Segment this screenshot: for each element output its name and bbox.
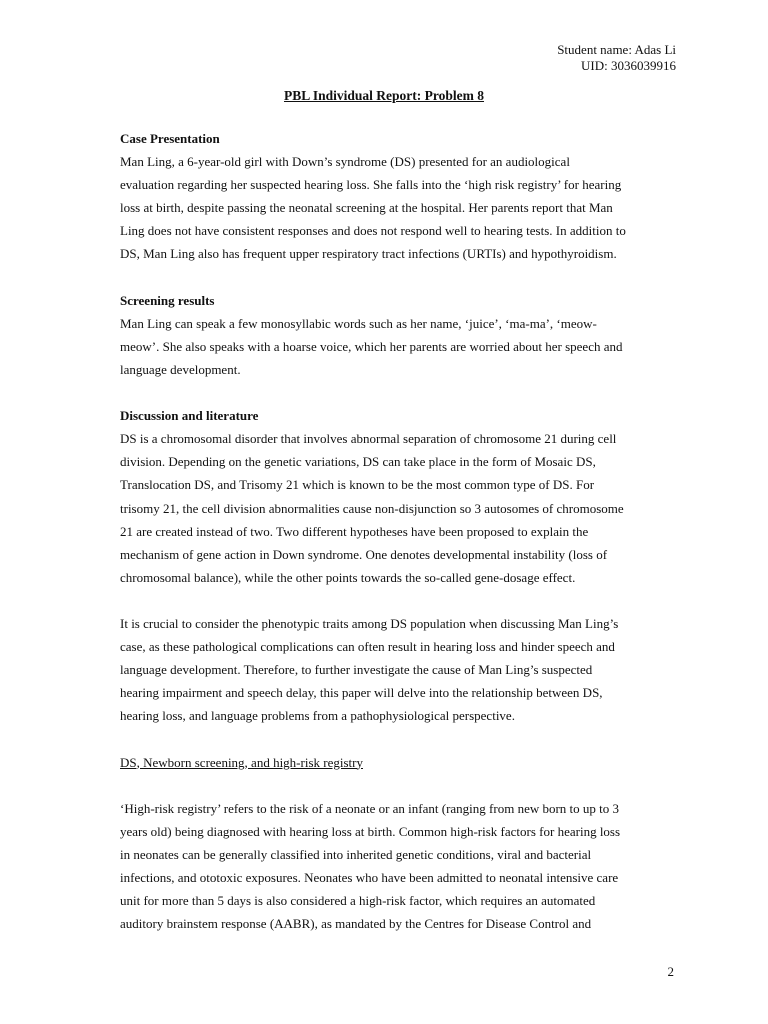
body-line: infections, and ototoxic exposures. Neonates who have been admitted to neonatal intensive care	[120, 870, 619, 885]
body-line: auditory brainstem response (AABR), as mandated by the Centres for Disease Control and	[120, 916, 592, 932]
body-line: Man Ling, a 6-year-old girl with Down’s syndrome (DS) presented for an audiological	[120, 154, 570, 170]
section-heading-screening-results: Screening results	[120, 292, 215, 308]
body-line: DS is a chromosomal disorder that involves abnormal separation of chromosome 21 during cell	[120, 431, 617, 447]
body-line: loss at birth, despite passing the neonatal screening at the hospital. Her parents report that Man	[120, 200, 613, 216]
body-line: DS, Man Ling also has frequent upper respiratory tract infections (URTIs) and hypothyroidism.	[120, 246, 617, 262]
body-line: language development. Therefore, to further investigate the cause of Man Ling’s suspected	[120, 662, 593, 678]
student-name: Student name: Adas Li	[557, 42, 676, 57]
body-line: division. Depending on the genetic variations, DS can take place in the form of Mosaic DS,	[120, 454, 596, 470]
body-line: in neonates can be generally classified into inherited genetic conditions, viral and bacterial	[120, 846, 592, 862]
body-line: case, as these pathological complications can often result in hearing loss and hinder speech and	[120, 639, 615, 655]
body-line: meow’. She also speaks with a hoarse voice, which her parents are worried about her speech and	[120, 338, 623, 354]
body-line: unit for more than 5 days is also considered a high-risk factor, which requires an automated	[120, 893, 596, 909]
section-heading-case-presentation: Case Presentation	[120, 131, 220, 146]
body-line: chromosomal balance), while the other points towards the so-called gene-dosage effect.	[120, 569, 576, 585]
body-line: 21 are created instead of two. Two different hypotheses have been proposed to explain the	[120, 523, 589, 539]
student-uid: UID: 3036039916	[581, 58, 676, 73]
section-heading-discussion: Discussion and literature	[120, 408, 259, 424]
body-line: hearing impairment and speech delay, this paper will delve into the relationship between DS,	[120, 685, 603, 701]
body-line: language development.	[120, 361, 241, 377]
student-info	[557, 42, 676, 74]
report-body	[120, 127, 680, 935]
page-number: 2	[667, 964, 674, 979]
body-line: hearing loss, and language problems from a pathophysiological perspective.	[120, 708, 515, 724]
body-line: It is crucial to consider the phenotypic traits among DS population when discussing Man Ling’s	[120, 615, 619, 631]
section-heading-newborn-screening: DS, Newborn screening, and high-risk registry	[120, 754, 363, 770]
body-line: Ling does not have consistent responses and does not respond well to hearing tests. In addition to	[120, 223, 626, 239]
body-line: trisomy 21, the cell division abnormalities cause non-disjunction so 3 autosomes of chromosome	[120, 500, 624, 516]
body-line: mechanism of gene action in Down syndrome. One denotes developmental instability (loss of	[120, 546, 608, 562]
body-line: years old) being diagnosed with hearing loss at birth. Common high-risk factors for hearing loss	[120, 823, 621, 839]
body-line: ‘High-risk registry’ refers to the risk of a neonate or an infant (ranging from new born to up to 3	[120, 800, 620, 816]
body-line: Man Ling can speak a few monosyllabic words such as her name, ‘juice’, ‘ma-ma’, ‘meow-	[120, 315, 597, 331]
body-line: evaluation regarding her suspected hearing loss. She falls into the ‘high risk registry’ for hearing	[120, 177, 622, 193]
report-title: PBL Individual Report: Problem 8	[283, 88, 485, 103]
body-line: Translocation DS, and Trisomy 21 which is known to be the most common type of DS. For	[120, 477, 595, 493]
